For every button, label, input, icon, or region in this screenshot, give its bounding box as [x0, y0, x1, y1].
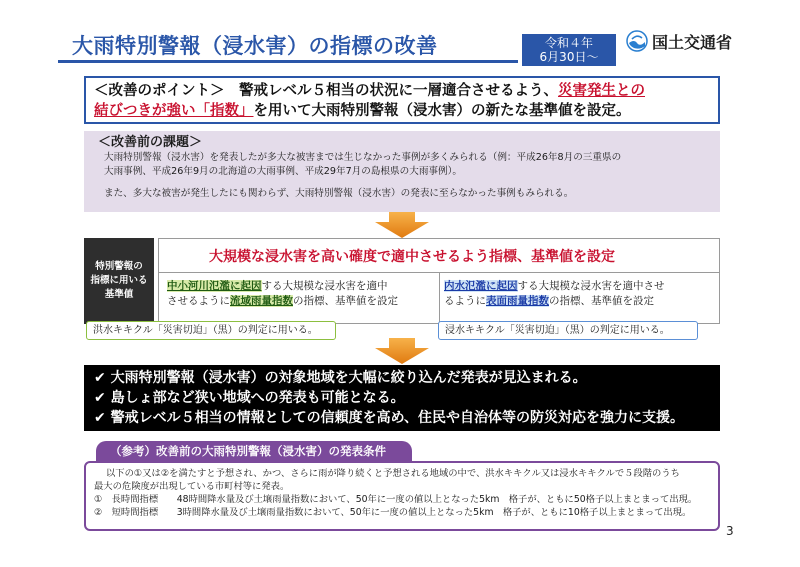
basin-rainfall-index: 流域雨量指数: [230, 295, 293, 307]
indicator-label-line-3: 基準値: [104, 289, 134, 300]
river-flood-cause: 中小河川氾濫に起因: [167, 280, 262, 292]
indicator-label-line-1: 特別警報の: [95, 261, 143, 272]
title-underline: [58, 60, 518, 63]
indicator-river-flood: [159, 273, 439, 323]
issues-paragraph-2: また、多大な被害が発生したにも関わらず、大雨特別警報（浸水害）の発表に至らなかった事例もみられる。: [104, 188, 574, 199]
results-box: [84, 365, 720, 431]
inundation-kikikuru-note: 浸水キキクル「災害切迫」（黒）の判定に用いる。: [438, 321, 698, 340]
reference-lead-1: 以下の①又は②を満たすと予想され、かつ、さらに雨が降り続くと予想される地域の中で、洪水キキクル又は浸水キキクルで５段階のうち: [106, 468, 680, 479]
indicator-text: の指標、基準値を設定: [549, 295, 654, 307]
result-item: [94, 408, 710, 428]
result-text: 島しょ部など狭い地域への発表も可能となる。: [110, 390, 405, 406]
indicator-headline: 大規模な浸水害を高い確度で適中させるよう指標、基準値を設定: [159, 239, 719, 273]
indicator-label: [84, 238, 154, 324]
key-point-text: を用いて大雨特別警報（浸水害）の新たな基準値を設定。: [253, 103, 631, 119]
reference-tab: （参考）改善前の大雨特別警報（浸水害）の発表条件: [96, 441, 412, 461]
check-mark-icon: ✔: [94, 370, 111, 386]
page-title: 大雨特別警報（浸水害）の指標の改善: [72, 34, 438, 58]
ministry-logo: [626, 30, 756, 52]
date-badge: [522, 34, 616, 66]
key-point-box: [84, 76, 720, 124]
check-mark-icon: ✔: [94, 390, 111, 406]
indicator-table: [158, 238, 720, 324]
issues-paragraph-1-line-1: 大雨特別警報（浸水害）を発表したが多大な被害までは生じなかった事例が多くみられる（例：平成26年8月の三重県の: [104, 152, 622, 163]
previous-issues-box: [84, 131, 720, 212]
indicator-text: する大規模な浸水害を適中させ: [517, 280, 665, 292]
key-point-line-1: [94, 81, 710, 101]
result-item: [94, 388, 710, 408]
issues-paragraph-1-line-2: 大雨事例、平成26年9月の北海道の大雨事例、平成29年7月の島根県の大雨事例）。: [104, 166, 463, 177]
key-point-line-2: [94, 101, 710, 121]
key-point-text: ＜改善のポイント＞ 警戒レベル５相当の状況に一層適合させるよう、: [94, 83, 558, 99]
indicator-label-line-2: 指標に用いる: [90, 275, 148, 286]
date-line-2: 6月30日～: [539, 50, 599, 64]
check-mark-icon: ✔: [94, 410, 111, 426]
issues-title: ＜改善前の課題＞: [98, 135, 203, 150]
key-point-emphasis: 災害発生との: [558, 83, 645, 99]
reference-lead-2: 最大の危険度が出現している市町村等に発表。: [94, 481, 290, 492]
indicator-inland-flood: [439, 273, 719, 323]
down-arrow-icon: [375, 338, 429, 364]
flood-kikikuru-note: 洪水キキクル「災害切迫」（黒）の判定に用いる。: [86, 321, 336, 340]
down-arrow-icon: [375, 212, 429, 238]
key-point-emphasis: 結びつきが強い「指数」: [94, 103, 254, 119]
indicator-columns: [159, 273, 719, 323]
surface-rainfall-index: 表面雨量指数: [486, 295, 549, 307]
reference-box: [84, 461, 720, 531]
indicator-text: する大規模な浸水害を適中: [261, 280, 388, 292]
result-text: 警戒レベル５相当の情報としての信頼度を高め、住民や自治体等の防災対応を強力に支援。: [110, 410, 685, 426]
result-text: 大雨特別警報（浸水害）の対象地域を大幅に絞り込んだ発表が見込まれる。: [110, 370, 587, 386]
ministry-name: 国土交通省: [652, 32, 733, 52]
indicator-text: させるように: [167, 295, 230, 307]
inland-flood-cause: 内水氾濫に起因: [444, 280, 518, 292]
mlit-logo-icon: [626, 30, 648, 52]
page-number: 3: [726, 524, 734, 538]
reference-item-short: ② 短時間指標 3時間降水量及び土壌雨量指数において、50年に一度の値以上となった5km 格子が、ともに10格子以上まとまって出現。: [94, 507, 692, 518]
indicator-text: るように: [444, 295, 486, 307]
date-line-1: 令和４年: [544, 36, 593, 50]
result-item: [94, 368, 710, 388]
indicator-text: の指標、基準値を設定: [293, 295, 398, 307]
reference-item-long: ① 長時間指標 48時間降水量及び土壌雨量指数において、50年に一度の値以上となった5km 格子が、ともに50格子以上まとまって出現。: [94, 494, 698, 505]
